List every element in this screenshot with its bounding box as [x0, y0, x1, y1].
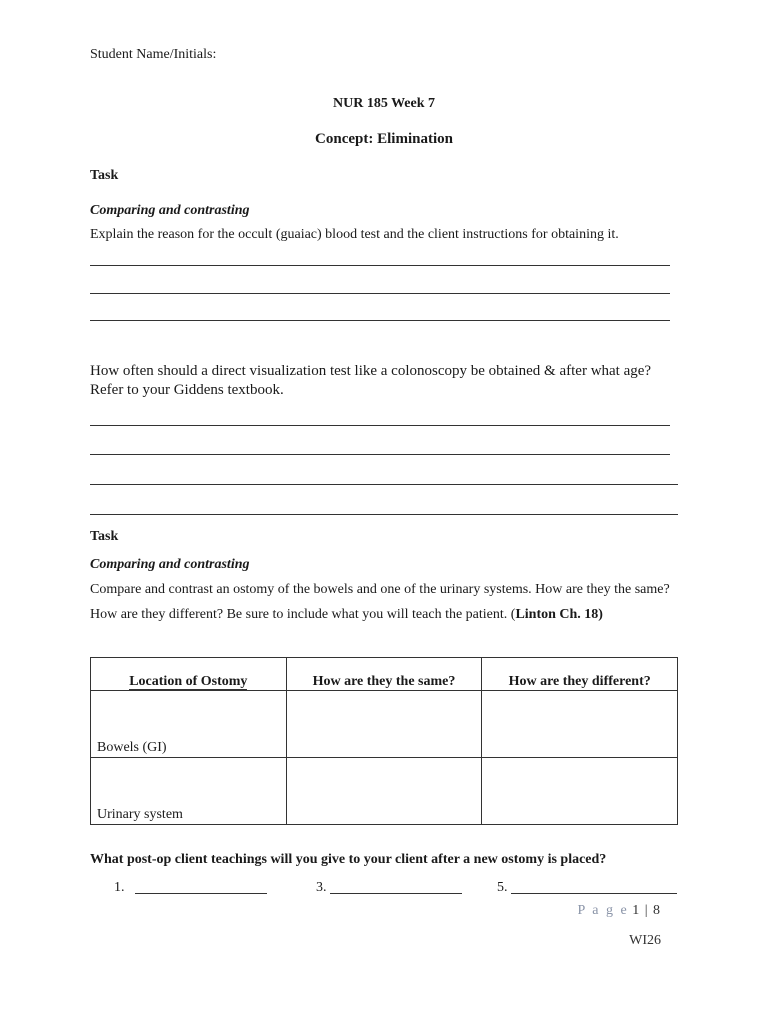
- answer-line[interactable]: [90, 320, 670, 321]
- teachings-question: What post-op client teachings will you give to your client after a new ostomy is placed?: [90, 852, 607, 867]
- question-colonoscopy: [90, 362, 651, 400]
- prompt-ostomy-line2: [90, 607, 603, 623]
- item-number-3: 3.: [316, 880, 327, 895]
- answer-line[interactable]: [90, 293, 670, 294]
- answer-line-1[interactable]: [135, 893, 267, 894]
- question-colonoscopy-line1: How often should a direct visualization test like a colonoscopy be obtained & after what age?: [90, 363, 652, 379]
- table-row: [91, 758, 678, 825]
- answer-line-5[interactable]: [511, 893, 677, 894]
- cell-bowels-same[interactable]: [286, 691, 482, 758]
- prompt-ostomy-text: How are they different? Be sure to include what you will teach the patient. (: [90, 607, 516, 622]
- item-number-5: 5.: [497, 880, 508, 895]
- question-colonoscopy-line2: Refer to your Giddens textbook.: [90, 382, 284, 398]
- row-label-bowels: Bowels (GI): [91, 691, 287, 758]
- cell-bowels-different[interactable]: [482, 691, 678, 758]
- table-row: [91, 691, 678, 758]
- subheading-1: Comparing and contrasting: [90, 203, 250, 218]
- row-label-urinary: Urinary system: [91, 758, 287, 825]
- question-occult-blood: Explain the reason for the occult (guaiac) blood test and the client instructions for obtaining it.: [90, 227, 619, 242]
- task-heading-1: Task: [90, 168, 119, 183]
- page-label: P a g e: [577, 903, 629, 918]
- page-footer: [577, 903, 661, 919]
- answer-line-3[interactable]: [330, 893, 462, 894]
- header-location: Location of Ostomy: [91, 658, 287, 691]
- answer-line[interactable]: [90, 265, 670, 266]
- prompt-ostomy-line1: Compare and contrast an ostomy of the bowels and one of the urinary systems. How are they the same?: [90, 582, 670, 597]
- answer-line[interactable]: [90, 514, 678, 515]
- header-different: How are they different?: [482, 658, 678, 691]
- answer-line[interactable]: [90, 425, 670, 426]
- page-number: 1 | 8: [632, 903, 661, 918]
- item-number-1: 1.: [114, 880, 125, 895]
- concept-title: Concept: Elimination: [315, 131, 453, 147]
- course-title: NUR 185 Week 7: [332, 96, 436, 111]
- answer-line[interactable]: [90, 454, 670, 455]
- prompt-ostomy-reference: Linton Ch. 18): [515, 607, 603, 622]
- document-code: WI26: [629, 933, 661, 948]
- header-same: How are they the same?: [286, 658, 482, 691]
- cell-urinary-same[interactable]: [286, 758, 482, 825]
- subheading-2: Comparing and contrasting: [90, 557, 250, 572]
- ostomy-comparison-table: [90, 657, 678, 825]
- task-heading-2: Task: [90, 529, 119, 544]
- student-name-label: Student Name/Initials:: [90, 47, 217, 62]
- table-header-row: [91, 658, 678, 691]
- answer-line[interactable]: [90, 484, 678, 485]
- cell-urinary-different[interactable]: [482, 758, 678, 825]
